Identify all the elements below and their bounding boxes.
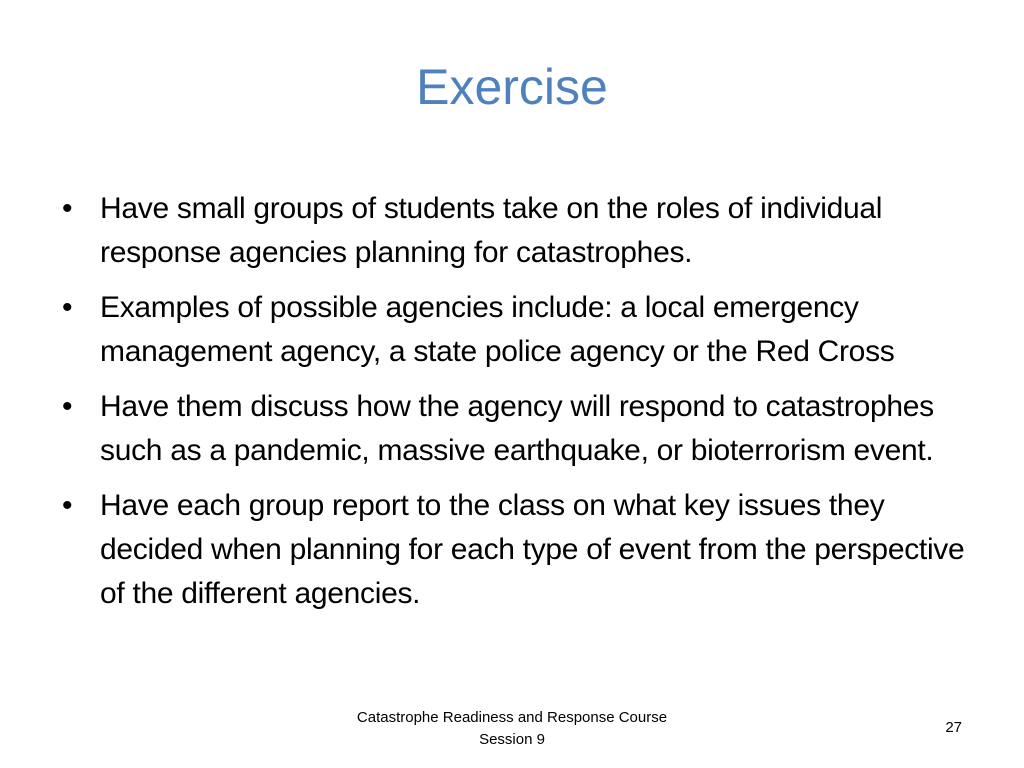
footer-course-name: Catastrophe Readiness and Response Course	[356, 709, 668, 726]
bullet-text: Have each group report to the class on what key issues they decided when planning for each type of event from the perspective of the different agencies.	[100, 489, 965, 610]
page-number: 27	[945, 719, 962, 736]
bullet-item	[62, 484, 982, 616]
slide-footer	[262, 707, 762, 751]
bullet-icon: •	[62, 192, 73, 225]
bullet-icon: •	[62, 390, 73, 423]
slide-title: Exercise	[416, 59, 608, 115]
bullet-icon: •	[62, 291, 73, 324]
footer-session: Session 9	[479, 731, 545, 748]
bullet-item	[62, 286, 982, 374]
bullet-item	[62, 187, 982, 275]
bullet-item	[62, 385, 982, 473]
bullet-text: Examples of possible agencies include: a local emergency management agency, a state police agency or the Red Cross	[100, 291, 895, 368]
bullet-text: Have them discuss how the agency will respond to catastrophes such as a pandemic, massive earthquake, or bioterrorism event.	[100, 390, 934, 467]
bullet-list	[62, 187, 982, 627]
bullet-text: Have small groups of students take on the roles of individual response agencies planning for catastrophes.	[100, 192, 883, 269]
bullet-icon: •	[62, 489, 73, 522]
